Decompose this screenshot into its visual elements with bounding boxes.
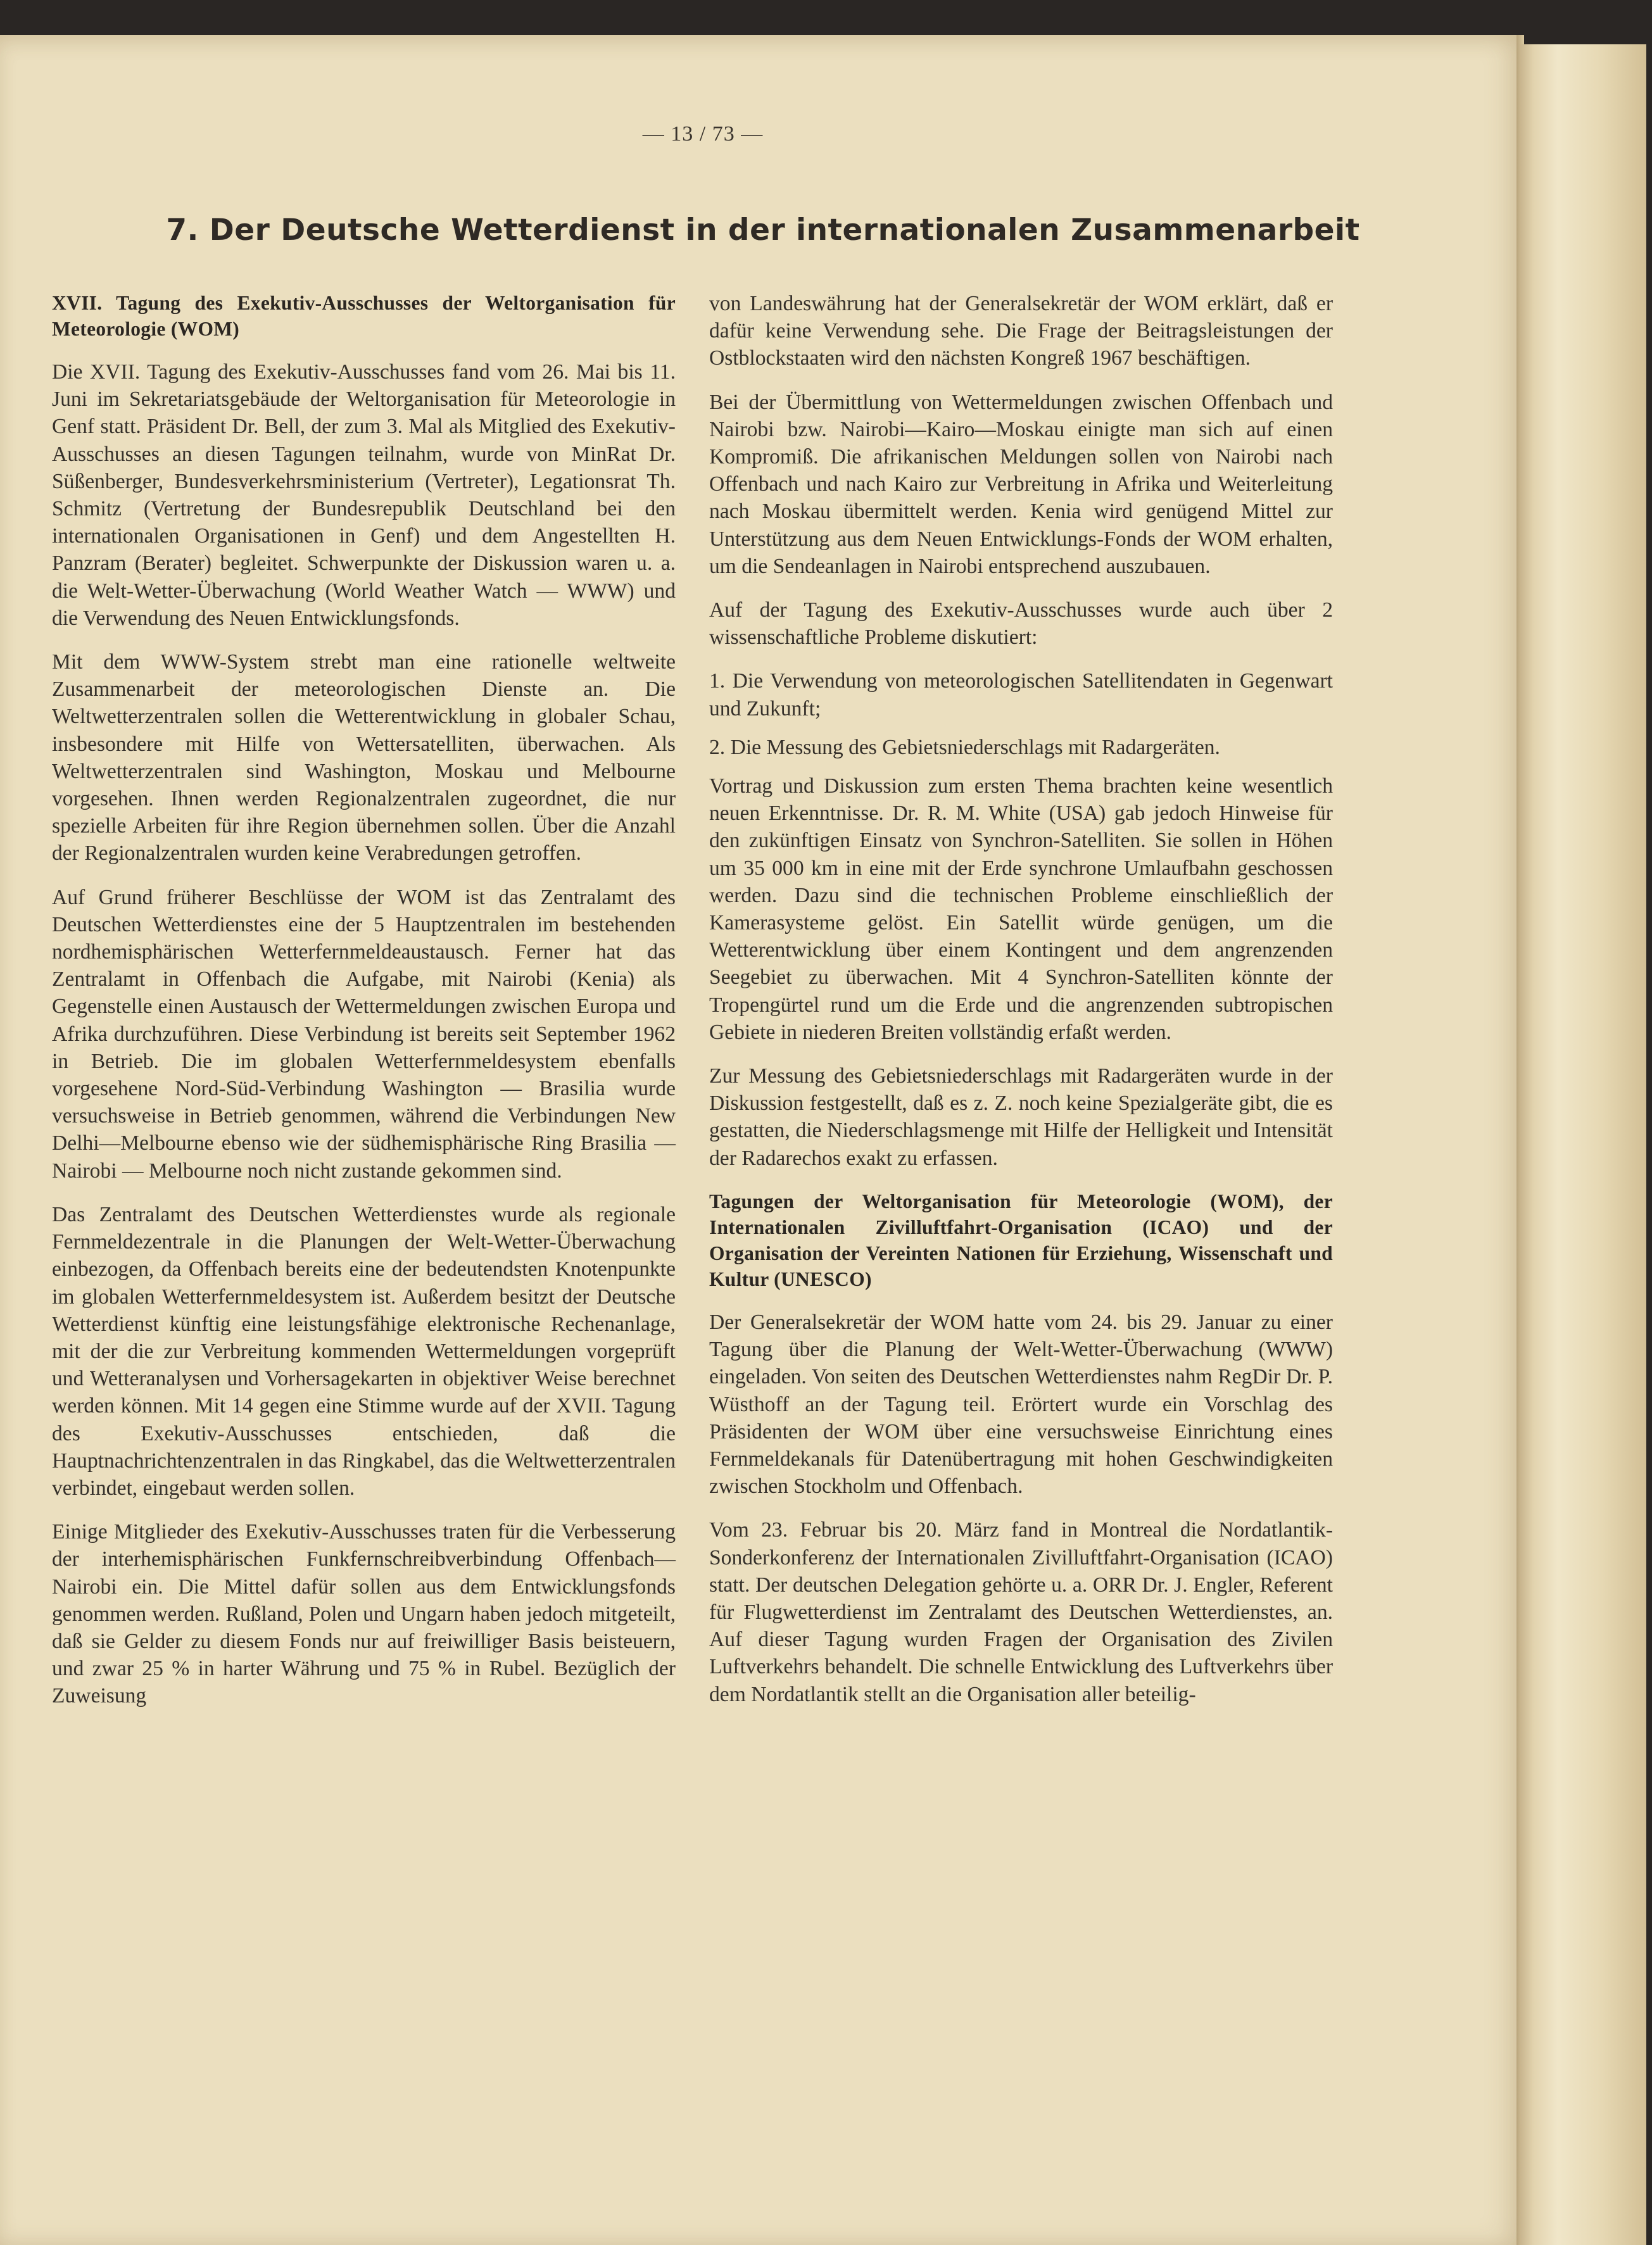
section-heading: Tagungen der Weltorganisation für Meteorologie (WOM), der Internationalen Zivilluftfahrt-Organisation (ICAO) und der Organisation der Vereinten Nationen für Erziehung, Wissenschaft und Kultur (UNESCO) [709,1190,1333,1290]
section-heading: XVII. Tagung des Exekutiv-Ausschusses der Weltorganisation für Meteorologie (WOM) [52,292,676,340]
paragraph: Vom 23. Februar bis 20. März fand in Montreal die Nordatlantik-Sonderkonferenz der Internationalen Zivilluftfahrt-Organisation (ICAO) statt. Der deutschen Delegation gehörte u. a. ORR Dr. J. Engler, Referent für Flugwetterdienst im Zentralamt des Deutschen Wetterdienstes, an. Auf dieser Tagung wurden Fragen der Organisation des Zivilen Luftverkehrs behandelt. Die schnelle Entwicklung des Luftverkehrs über dem Nordatlantik stellt an die Organisation aller beteilig- [709,1518,1333,1706]
left-text-column [52,290,676,1726]
paragraph: Vortrag und Diskussion zum ersten Thema brachten keine wesentlich neuen Erkenntnisse. Dr. R. M. White (USA) gab jedoch Hinweise für den zukünftigen Einsatz von Synchron-Satelliten. Sie sollen in Höhen um 35 000 km in eine mit der Erde synchrone Umlaufbahn geschossen werden. Dazu sind die technischen Probleme einschließlich der Kamerasysteme gelöst. Ein Satellit würde genügen, um die Wetterentwicklung über einem Kontingent und dem angrenzenden Seegebiet zu überwachen. Mit 4 Synchron-Satelliten könnte der Tropengürtel rund um die Erde und die angrenzenden subtropischen Gebiete in niederen Breiten vollständig erfaßt werden. [709,774,1333,1044]
paragraph: Das Zentralamt des Deutschen Wetterdienstes wurde als regionale Fernmeldezentrale in die Planungen der Welt-Wetter-Überwachung einbezogen, da Offenbach bereits eine der bedeutendsten Knotenpunkte im globalen Wetterfernmeldesystem ist. Außerdem besitzt der Deutsche Wetterdienst künftig eine leistungsfähige elektronische Rechenanlage, mit der die zur Verbreitung kommenden Wettermeldungen vorgeprüft und Wetteranalysen und Vorhersagekarten in objektiver Weise berechnet werden können. Mit 14 gegen eine Stimme wurde auf der XVII. Tagung des Exekutiv-Ausschusses entschieden, daß die Hauptnachrichtenzentralen in das Ringkabel, das die Weltwetterzentralen verbindet, eingebaut werden sollen. [52,1202,676,1500]
paragraph: Die XVII. Tagung des Exekutiv-Ausschusses fand vom 26. Mai bis 11. Juni im Sekretariatsgebäude der Weltorganisation für Meteorologie in Genf statt. Präsident Dr. Bell, der zum 3. Mal als Mitglied des Exekutiv-Ausschusses an diesen Tagungen teilnahm, wurde von MinRat Dr. Süßenberger, Bundesverkehrsministerium (Vertreter), Legationsrat Th. Schmitz (Vertretung der Bundesrepublik Deutschland bei den internationalen Organisationen in Genf) und dem Angestellten H. Panzram (Berater) begleitet. Schwerpunkte der Diskussion waren u. a. die Welt-Wetter-Überwachung (World Weather Watch — WWW) und die Verwendung des Neuen Entwicklungsfonds. [52,360,676,630]
right-text-column [709,290,1333,1725]
book-page-edges [1520,44,1646,2245]
paragraph: Bei der Übermittlung von Wettermeldungen zwischen Offenbach und Nairobi bzw. Nairobi—Kairo—Moskau einigte man sich auf einen Kompromiß. Die afrikanischen Meldungen sollen von Nairobi nach Offenbach und nach Kairo zur Verbreitung in Afrika und Weiterleitung nach Moskau übermittelt werden. Kenia wird genügend Mittel zur Unterstützung aus dem Neuen Entwicklungs-Fonds der WOM erhalten, um die Sendeanlagen in Nairobi entsprechend auszubauen. [709,390,1333,578]
paragraph: von Landeswährung hat der Generalsekretär der WOM erklärt, daß er dafür keine Verwendung sehe. Die Frage der Beitragsleistungen der Ostblockstaaten wird den nächsten Kongreß 1967 beschäftigen. [709,292,1333,370]
paragraph: Einige Mitglieder des Exekutiv-Ausschusses traten für die Verbesserung der interhemisphärischen Funkfernschreibverbindung Offenbach—Nairobi ein. Die Mittel dafür sollen aus dem Entwicklungsfonds genommen werden. Rußland, Polen und Ungarn haben jedoch mitgeteilt, daß sie Gelder zu diesem Fonds nur auf freiwilliger Basis beisteuern, und zwar 25 % in harter Währung und 75 % in Rubel. Bezüglich der Zuweisung [52,1520,676,1708]
paragraph: Mit dem WWW-System strebt man eine rationelle weltweite Zusammenarbeit der meteorologischen Dienste an. Die Weltwetterzentralen sollen die Wetterentwicklung in globaler Schau, insbesondere mit Hilfe von Wettersatelliten, überwachen. Als Weltwetterzentralen sind Washington, Moskau und Melbourne vorgesehen. Ihnen werden Regionalzentralen zugeordnet, die nur spezielle Arbeiten für ihre Region übernehmen sollen. Über die Anzahl der Regionalzentralen wurden keine Verabredungen getroffen. [52,650,676,865]
paragraph: Auf Grund früherer Beschlüsse der WOM ist das Zentralamt des Deutschen Wetterdienstes eine der 5 Hauptzentralen im bestehenden nordhemisphärischen Wetterfernmeldeaustausch. Ferner hat das Zentralamt in Offenbach die Aufgabe, mit Nairobi (Kenia) als Gegenstelle einen Austausch der Wettermeldungen zwischen Europa und Afrika durchzuführen. Diese Verbindung ist bereits seit September 1962 in Betrieb. Die im globalen Wetterfernmeldesystem ebenfalls vorgesehene Nord-Süd-Verbindung Washington — Brasilia wurde versuchsweise in Betrieb genommen, während die Verbindungen New Delhi—Melbourne ebenso wie der südhemisphärische Ring Brasilia — Nairobi — Melbourne noch nicht zustande gekommen sind. [52,885,676,1183]
page-title: 7. Der Deutsche Wetterdienst in der internationalen Zusammenarbeit [166,213,1360,248]
list-item: 1. Die Verwendung von meteorologischen Satellitendaten in Gegenwart und Zukunft; [709,669,1333,720]
paragraph: Zur Messung des Gebietsniederschlags mit Radargeräten wurde in der Diskussion festgestellt, daß es z. Z. noch keine Spezialgeräte gibt, die es gestatten, die Niederschlagsmenge mit Hilfe der Helligkeit und Intensität der Radarechos exakt zu erfassen. [709,1064,1333,1170]
paragraph: Auf der Tagung des Exekutiv-Ausschusses wurde auch über 2 wissenschaftliche Probleme diskutiert: [709,598,1333,650]
page-number: — 13 / 73 — [642,122,764,146]
list-item: 2. Die Messung des Gebietsniederschlags mit Radargeräten. [709,735,1220,759]
paragraph: Der Generalsekretär der WOM hatte vom 24. bis 29. Januar zu einer Tagung über die Planung der Welt-Wetter-Überwachung (WWW) eingeladen. Von seiten des Deutschen Wetterdienstes nahm RegDir Dr. P. Wüsthoff an der Tagung teil. Erörtert wurde ein Vorschlag des Präsidenten der WOM über eine versuchsweise Einrichtung eines Fernmeldekanals für Datenübertragung mit hohen Geschwindigkeiten zwischen Stockholm und Offenbach. [709,1310,1333,1499]
